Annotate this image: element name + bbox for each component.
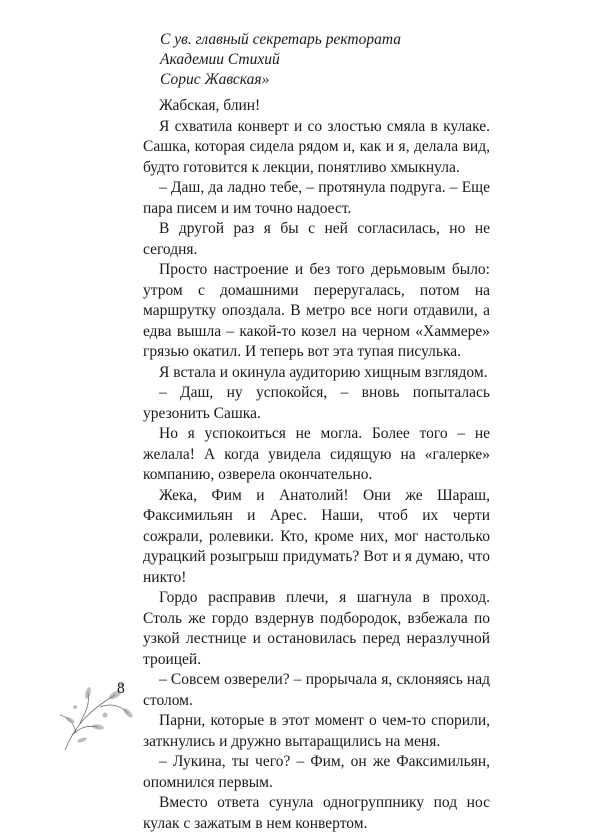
paragraph: – Даш, да ладно тебе, – протянула подруга. – Еще пара писем и им точно надоест.	[143, 179, 490, 217]
paragraph: Я схватила конверт и со злостью смяла в кулаке. Сашка, которая сидела рядом и, как и я, делала вид, будто готовится к лекции, понятливо хмыкнула.	[143, 117, 490, 176]
body-text	[143, 96, 490, 834]
floral-corner-ornament-icon	[60, 655, 150, 750]
signature-line: Сорис Жавская»	[160, 71, 270, 88]
paragraph: – Даш, ну успокойся, – вновь попыталась урезонить Сашка.	[143, 384, 490, 422]
paragraph: Вместо ответа сунула одногруппнику под нос кулак с зажатым в нем конвертом.	[143, 794, 490, 832]
paragraph: Просто настроение и без того дерьмовым было: утром с домашними переругалась, потом на маршрутку опоздала. В метро все ноги отдавили, а едва вышла – какой-то козел на черном «Хаммере» грязью окатил. И теперь вот эта тупая писулька.	[143, 261, 490, 360]
paragraph: Жека, Фим и Анатолий! Они же Шараш, Факсимильян и Арес. Наши, чтоб их черти сожрали, ролевики. Кто, кроме них, мог настолько дурацкий розыгрыш придумать? Вот и я думаю, что никто!	[143, 486, 490, 586]
letter-signature	[160, 30, 401, 90]
paragraph: – Лукина, ты чего? – Фим, он же Факсимильян, опомнился первым.	[143, 753, 490, 791]
paragraph: Я встала и окинула аудиторию хищным взглядом.	[159, 363, 488, 381]
page-number: 8	[117, 680, 125, 697]
signature-line: С ув. главный секретарь ректората	[160, 31, 401, 48]
paragraph: Парни, которые в этот момент о чем-то спорили, заткнулись и дружно вытаращились на меня.	[143, 712, 490, 750]
paragraph: Но я успокоиться не могла. Более того – не желала! А когда увидела сидящую на «галерке» компанию, озверела окончательно.	[143, 425, 490, 483]
signature-line: Академии Стихий	[160, 51, 280, 68]
paragraph: Гордо расправив плечи, я шагнула в проход. Столь же гордо вздернув подбородок, взбежала по узкой лестнице и остановилась перед неразлучной троицей.	[143, 589, 490, 668]
paragraph: В другой раз я бы с ней согласилась, но не сегодня.	[143, 220, 490, 258]
paragraph: Жабская, блин!	[159, 97, 261, 114]
paragraph: – Совсем озверели? – прорычала я, склоняясь над столом.	[143, 671, 490, 709]
